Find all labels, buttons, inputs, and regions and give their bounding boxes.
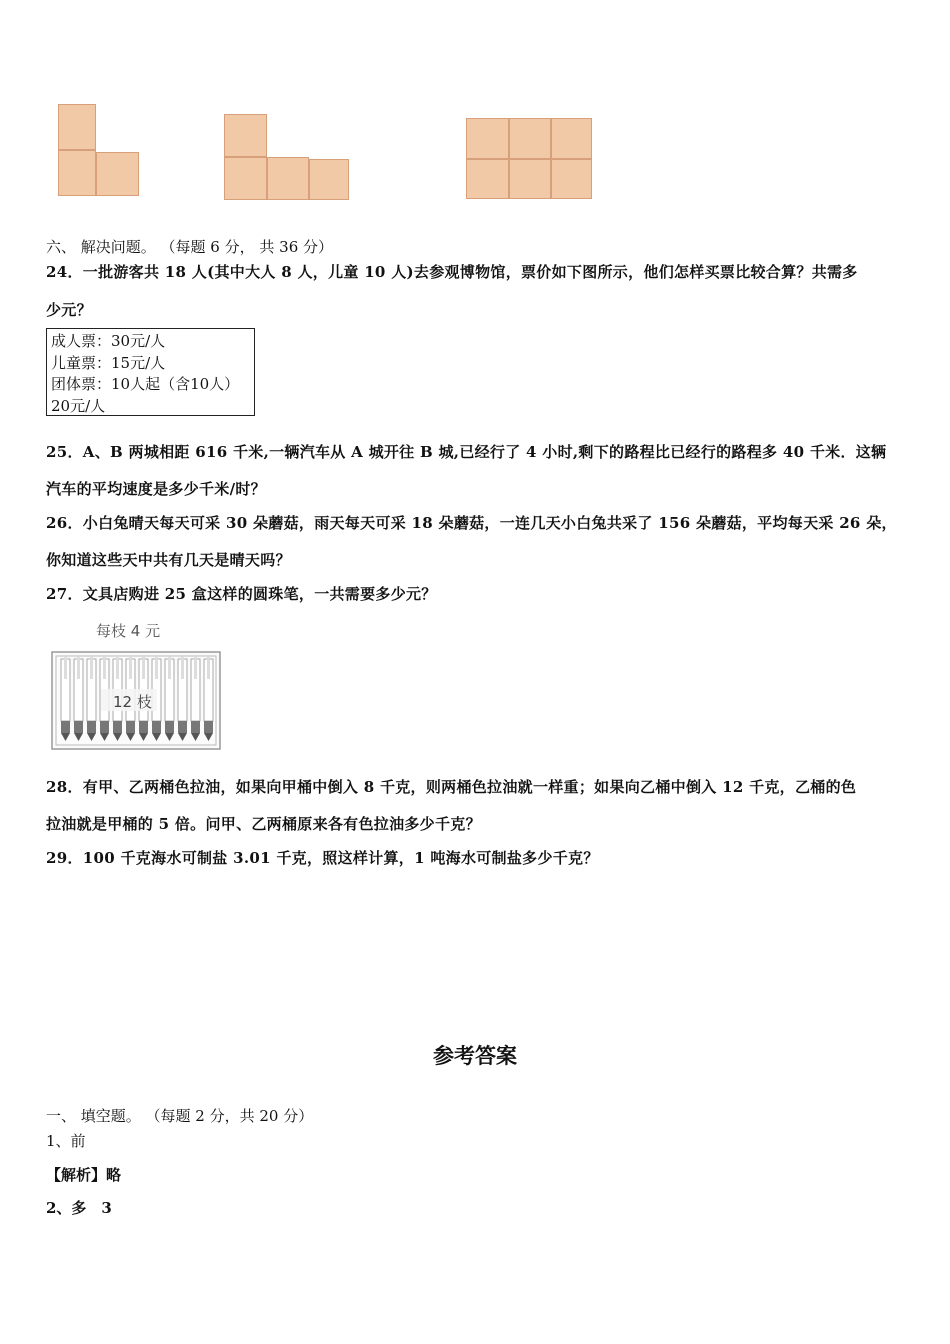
block-figure-2	[222, 114, 352, 200]
block	[309, 159, 349, 200]
pen-clip	[207, 657, 210, 679]
question-28-line2: 拉油就是甲桶的 5 倍。问甲、乙两桶原来各有色拉油多少千克？	[46, 815, 481, 833]
answer-1: 1、前	[46, 1132, 86, 1150]
block	[466, 159, 509, 199]
block	[466, 118, 509, 159]
question-28-line1: 28．有甲、乙两桶色拉油，如果向甲桶中倒入 8 千克，则两桶色拉油就一样重；如果向乙桶中倒入 12 千克，乙桶的色	[46, 778, 857, 796]
pen-clip	[77, 657, 80, 679]
block	[58, 104, 96, 150]
block	[58, 150, 96, 196]
answer-1-analysis: 【解析】略	[46, 1166, 122, 1184]
block	[224, 157, 267, 200]
pen-clip	[142, 657, 145, 679]
question-24-line2: 少元？	[46, 301, 92, 319]
pen-grip	[139, 721, 148, 733]
pen-grip	[74, 721, 83, 733]
pen-box-illustration	[51, 651, 221, 750]
answer-2: 2、多 3	[46, 1199, 112, 1217]
ticket-group-price: 20元/人	[51, 396, 106, 415]
block	[551, 159, 592, 199]
ticket-adult: 成人票：30元/人	[51, 332, 166, 350]
pen-clip	[64, 657, 67, 679]
block	[509, 159, 551, 199]
pen-grip	[100, 721, 109, 733]
question-25-line2: 汽车的平均速度是多少千米/时？	[46, 480, 266, 498]
question-26-line2: 你知道这些天中共有几天是晴天吗？	[46, 551, 291, 569]
ticket-group: 团体票：10人起（含10人）	[51, 375, 240, 393]
question-27-line1: 27．文具店购进 25 盒这样的圆珠笔，一共需要多少元？	[46, 585, 437, 603]
pen-grip	[204, 721, 213, 733]
question-29-line1: 29．100 千克海水可制盐 3.01 千克，照这样计算，1 吨海水可制盐多少千克？	[46, 849, 599, 867]
answers-section-heading: 一、 填空题。 （每题 2 分，共 20 分）	[46, 1107, 314, 1125]
pen-clip	[181, 657, 184, 679]
pen-clip	[90, 657, 93, 679]
pen-grip	[165, 721, 174, 733]
ticket-price-box	[46, 328, 255, 416]
ticket-child: 儿童票：15元/人	[51, 353, 166, 372]
pen-grip	[87, 721, 96, 733]
pen-clip	[194, 657, 197, 679]
block	[267, 157, 309, 200]
pen-grip	[152, 721, 161, 733]
pen-grip	[191, 721, 200, 733]
question-24-line1: 24．一批游客共 18 人(其中大人 8 人，儿童 10 人)去参观博物馆，票价如下图所示，他们怎样买票比较合算？共需多	[46, 263, 858, 281]
answers-title: 参考答案	[433, 1043, 517, 1068]
block	[224, 114, 267, 157]
pen-grip	[61, 721, 70, 733]
block-figure-3	[466, 118, 594, 200]
pen-clip	[116, 657, 119, 679]
pen-grip	[113, 721, 122, 733]
block-figure-1	[56, 104, 142, 198]
question-26-line1: 26．小白兔晴天每天可采 30 朵蘑菇，雨天每天可采 18 朵蘑菇，一连几天小白兔共采了 156 朵蘑菇，平均每天采 26 朵，	[46, 514, 897, 532]
pen-grip	[126, 721, 135, 733]
section-heading: 六、 解决问题。 （每题 6 分， 共 36 分）	[46, 238, 334, 256]
pen-grip	[178, 721, 187, 733]
pen-count-label: 12 枝	[113, 693, 152, 711]
block	[96, 152, 139, 196]
pen-price-label: 每枝 4 元	[96, 622, 161, 640]
pen-clip	[155, 657, 158, 679]
pen-clip	[103, 657, 106, 679]
question-25-line1: 25．A、B 两城相距 616 千米,一辆汽车从 A 城开往 B 城,已经行了 4 小时,剩下的路程比已经行的路程多 40 千米．这辆	[46, 443, 887, 461]
block	[509, 118, 551, 159]
block	[551, 118, 592, 159]
pen-clip	[168, 657, 171, 679]
pen-clip	[129, 657, 132, 679]
